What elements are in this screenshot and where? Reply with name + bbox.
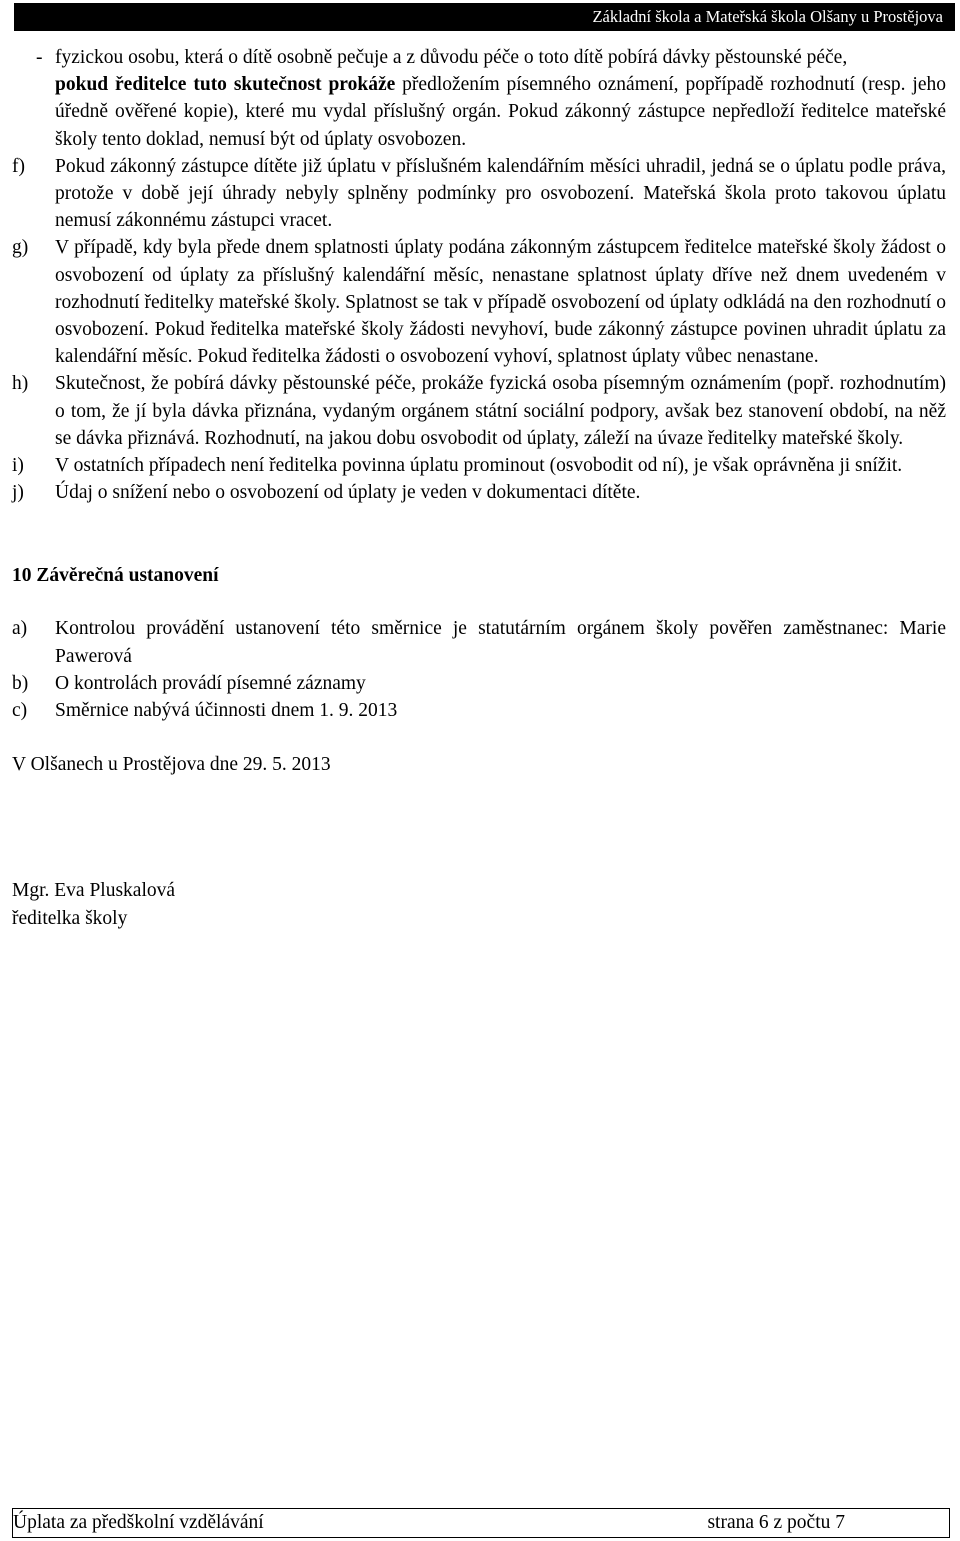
section-title: 10 Závěrečná ustanovení — [12, 565, 219, 587]
item-text: V ostatních případech není ředitelka povinna úplatu prominout (osvobodit od ní), je však oprávněna ji snížit. — [55, 455, 903, 477]
item-text: Skutečnost, že pobírá dávky pěstounské péče, prokáže fyzická osoba písemným oznámením (popř. rozhodnutím) o tom, že jí byla dávka přiznána, vydaným orgánem státní sociální podpory, avšak bez stanovení období, na něž se dávka přiznává. Rozhodnutí, na jakou dobu osvobodit od úplaty, záleží na úvaze ředitelky mateřské školy. — [55, 373, 946, 449]
header-title: Základní škola a Mateřská škola Olšany u Prostějova — [592, 7, 943, 26]
section-item-b — [12, 670, 946, 697]
page-header — [14, 3, 955, 31]
page-footer — [12, 1508, 950, 1538]
item-text: V případě, kdy byla přede dnem splatnosti úplaty podána zákonným zástupcem ředitelce mateřské školy žádost o osvobození od úplaty za příslušný kalendářní měsíc, nenastane splatnost úplaty dříve než dnem uvedeném v rozhodnutí ředitelky mateřské školy. Splatnost se tak v případě osvobození od úplaty odkládá na den rozhodnutí o osvobození. Pokud ředitelka mateřské školy žádosti nevyhoví, bude zákonný zástupce povinen uhradit úplatu za kalendářní měsíc. Pokud ředitelka žádosti o osvobození vyhoví, splatnost úplaty vůbec nenastane. — [55, 237, 946, 368]
place-date: V Olšanech u Prostějova dne 29. 5. 2013 — [12, 754, 331, 776]
item-marker: i) — [12, 455, 24, 477]
list-item-i — [12, 452, 946, 479]
footer-page-number: strana 6 z počtu 7 — [707, 1512, 845, 1533]
item-marker: h) — [12, 373, 29, 395]
stamp-note: (běžně razítko) — [12, 781, 129, 803]
proof-bold-text: pokud ředitelce tuto skutečnost prokáže — [55, 74, 396, 96]
list-item-f — [12, 153, 946, 235]
item-text: Kontrolou provádění ustanovení této směrnice je statutárním orgánem školy pověřen zaměstnanec: Marie Pawerová — [55, 618, 946, 667]
section-item-c — [12, 697, 946, 724]
proof-rest-text: předložením písemného oznámení, popřípadě rozhodnutí (resp. jeho úředně ověřené kopie), které mu vydal příslušný orgán. Pokud zákonný zástupce nepředloží ředitelce mateřské školy tento doklad, nemusí být od úplaty osvobozen. — [55, 74, 946, 150]
list-item-j — [12, 479, 946, 506]
item-text: Pokud zákonný zástupce dítěte již úplatu v příslušném kalendářním měsíci uhradil, jedná se o úplatu podle práva, protože v době její úhrady nebyly splněny podmínky pro osvobození. Mateřská škola proto takovou úplatu nemusí zákonnému zástupci vracet. — [55, 155, 946, 232]
proof-paragraph — [12, 71, 946, 153]
dash-marker: - — [36, 47, 43, 68]
list-item-g — [12, 234, 946, 370]
item-marker: j) — [12, 482, 24, 504]
footer-left: Úplata za předškolní vzdělávání — [13, 1512, 264, 1533]
dash-item-text: fyzickou osobu, která o dítě osobně pečuje a z důvodu péče o toto dítě pobírá dávky pěstounské péče, — [55, 47, 848, 68]
dash-item — [12, 44, 946, 71]
item-text: Údaj o snížení nebo o osvobození od úplaty je veden v dokumentaci dítěte. — [55, 482, 641, 504]
item-marker: g) — [12, 237, 29, 259]
item-marker: f) — [12, 155, 25, 177]
item-text: Směrnice nabývá účinnosti dnem 1. 9. 2013 — [55, 700, 398, 722]
signer-role: ředitelka školy — [12, 907, 128, 929]
document-body — [12, 44, 946, 932]
section-item-a — [12, 615, 946, 669]
item-text: O kontrolách provádí písemné záznamy — [55, 672, 366, 694]
item-marker: b) — [12, 672, 29, 694]
signer-name: Mgr. Eva Pluskalová — [12, 880, 176, 902]
signature-note: podpis — [12, 853, 65, 875]
item-marker: a) — [12, 618, 28, 640]
item-marker: c) — [12, 700, 28, 722]
list-item-h — [12, 370, 946, 452]
